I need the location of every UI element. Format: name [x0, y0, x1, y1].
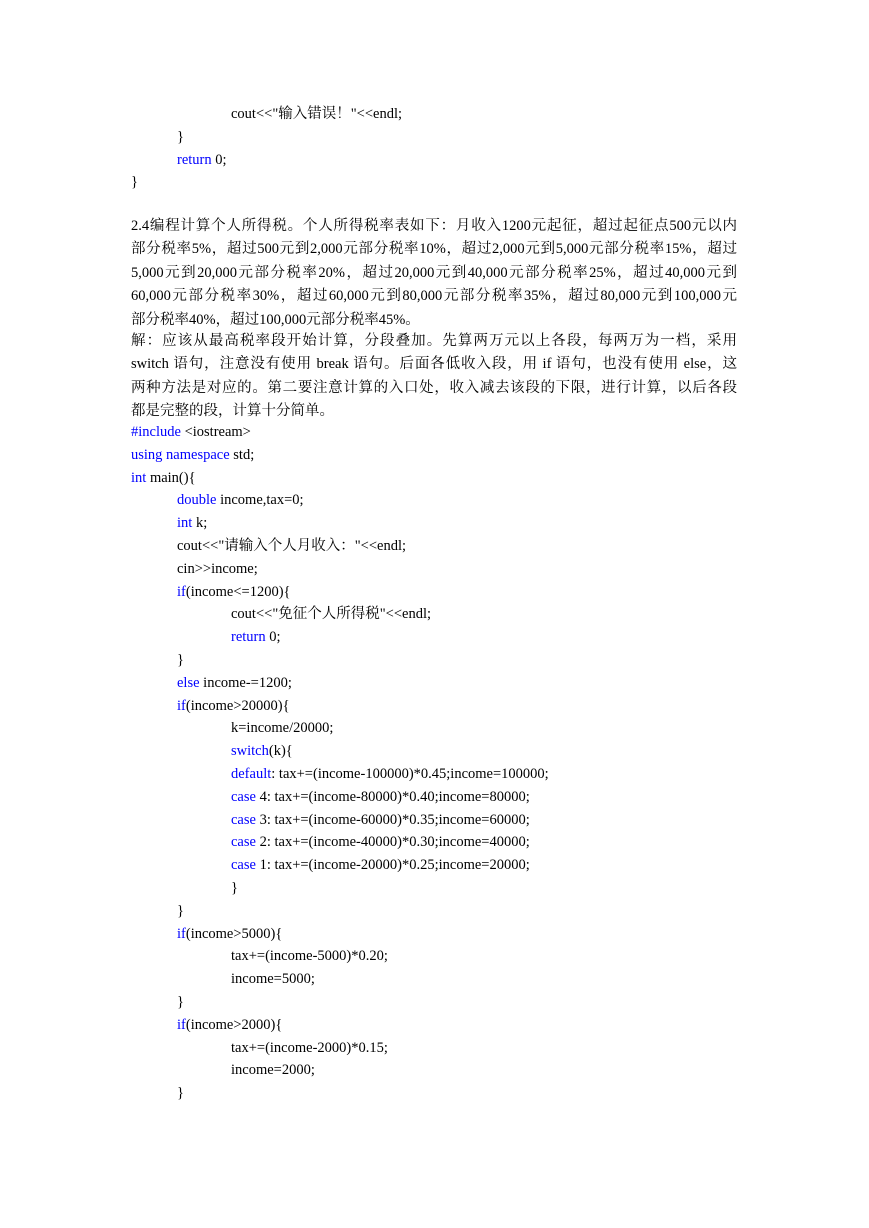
code-line — [177, 1084, 184, 1102]
code-line — [231, 628, 281, 646]
code-text: (income>5000){ — [185, 925, 283, 942]
code-text: (income>20000){ — [185, 697, 290, 714]
code-line — [177, 902, 184, 920]
code-line — [177, 674, 292, 692]
code-line — [177, 651, 184, 669]
code-text: 3: tax+=(income-60000)*0.35;income=60000; — [255, 811, 530, 828]
problem-text-line: 60,000元部分税率30%，超过60,000元到80,000元部分税率35%，超过80,000元到100,000元 — [131, 288, 737, 305]
code-line — [231, 605, 431, 623]
code-keyword: case — [231, 811, 256, 828]
code-text: } — [131, 174, 138, 191]
solution-text-line: 两种方法是对应的。第二要注意计算的入口处，收入减去该段的下限，进行计算，以后各段 — [131, 379, 737, 396]
code-text: } — [177, 652, 184, 668]
code-text: } — [177, 994, 184, 1010]
code-keyword: default — [231, 766, 272, 782]
code-text: income=2000; — [231, 1062, 315, 1079]
problem-text-line: 部分税率40%，超过100,000元部分税率45%。 — [131, 311, 420, 328]
code-line — [231, 719, 333, 737]
code-line — [177, 151, 227, 169]
code-text: 4: tax+=(income-80000)*0.40;income=80000; — [255, 788, 530, 805]
code-text: (income<=1200){ — [185, 583, 291, 600]
code-keyword: switch — [231, 743, 269, 760]
code-line — [177, 560, 258, 578]
code-keyword: return — [177, 151, 212, 168]
code-line — [177, 697, 290, 715]
code-line — [177, 537, 406, 555]
code-line — [131, 469, 196, 487]
code-line — [231, 947, 388, 965]
code-line — [231, 856, 530, 874]
problem-text-line: 2.4编程计算个人所得税。个人所得税率表如下：月收入1200元起征，超过起征点500元以内 — [131, 218, 737, 234]
code-line — [231, 811, 530, 829]
code-text: main(){ — [146, 469, 196, 486]
code-keyword: case — [231, 857, 256, 874]
code-line — [231, 1061, 315, 1079]
code-text: cout<<"输入错误！"<<endl; — [231, 106, 403, 122]
code-keyword: case — [231, 788, 256, 805]
code-line — [231, 833, 530, 851]
code-text: } — [231, 880, 238, 896]
code-line — [177, 993, 184, 1011]
code-line — [231, 765, 549, 783]
code-text: income-=1200; — [199, 674, 292, 691]
code-line — [231, 970, 315, 988]
code-line — [231, 105, 402, 123]
code-line — [231, 788, 530, 806]
code-line — [177, 925, 282, 943]
solution-text-line: 解：应该从最高税率段开始计算，分段叠加。先算两万元以上各段，每两万为一档，采用 — [131, 333, 737, 349]
code-line — [131, 173, 138, 191]
code-text: std; — [229, 446, 255, 463]
code-line — [131, 423, 251, 441]
code-line — [177, 491, 304, 509]
code-keyword: #include — [131, 424, 181, 440]
code-line — [231, 742, 293, 760]
problem-text-line: 部分税率5%，超过500元到2,000元部分税率10%，超过2,000元到5,000元部分税率15%，超过 — [131, 241, 737, 258]
code-text: income=5000; — [231, 971, 315, 988]
code-text: } — [177, 902, 184, 919]
code-text: 0; — [211, 151, 227, 168]
code-text: (k){ — [268, 743, 293, 760]
code-text: : tax+=(income-100000)*0.45;income=100000; — [271, 766, 549, 782]
code-text: cin>>income; — [177, 560, 258, 577]
code-text: income,tax=0; — [216, 492, 304, 509]
solution-text-line: 都是完整的段，计算十分简单。 — [131, 403, 334, 420]
code-text: 0; — [265, 629, 281, 646]
code-text: tax+=(income-5000)*0.20; — [231, 948, 388, 965]
code-line — [231, 1039, 388, 1057]
code-keyword: if — [177, 583, 186, 600]
code-text: cout<<"免征个人所得税"<<endl; — [231, 606, 432, 623]
code-keyword: int — [131, 469, 147, 486]
code-text: k=income/20000; — [231, 720, 334, 737]
code-text: } — [177, 1085, 184, 1102]
problem-text-line: 5,000元到20,000元部分税率20%，超过20,000元到40,000元部分税率25%，超过40,000元到 — [131, 264, 737, 281]
code-line — [177, 128, 184, 146]
code-keyword: case — [231, 834, 256, 851]
code-line — [231, 879, 238, 897]
code-text: } — [177, 128, 184, 145]
code-keyword: if — [177, 697, 186, 714]
code-text: cout<<"请输入个人月收入："<<endl; — [177, 538, 407, 554]
code-line — [177, 583, 291, 601]
code-text: 1: tax+=(income-20000)*0.25;income=20000; — [255, 857, 530, 874]
code-keyword: int — [177, 515, 193, 532]
code-text: tax+=(income-2000)*0.15; — [231, 1039, 388, 1056]
code-keyword: if — [177, 1016, 186, 1033]
code-line — [177, 514, 207, 532]
code-keyword: else — [177, 674, 200, 691]
code-line — [131, 446, 254, 464]
code-text: (income>2000){ — [185, 1016, 283, 1033]
code-keyword: return — [231, 629, 266, 646]
code-keyword: using namespace — [131, 446, 230, 463]
solution-text-line: switch 语句，注意没有使用 break 语句。后面各低收入段，用 if 语句，也没有使用 else，这 — [131, 356, 737, 373]
code-keyword: if — [177, 925, 186, 942]
code-keyword: double — [177, 492, 217, 509]
code-text: <iostream> — [180, 424, 251, 440]
code-line — [177, 1016, 282, 1034]
code-text: k; — [192, 515, 208, 532]
code-text: 2: tax+=(income-40000)*0.30;income=40000; — [255, 834, 530, 851]
